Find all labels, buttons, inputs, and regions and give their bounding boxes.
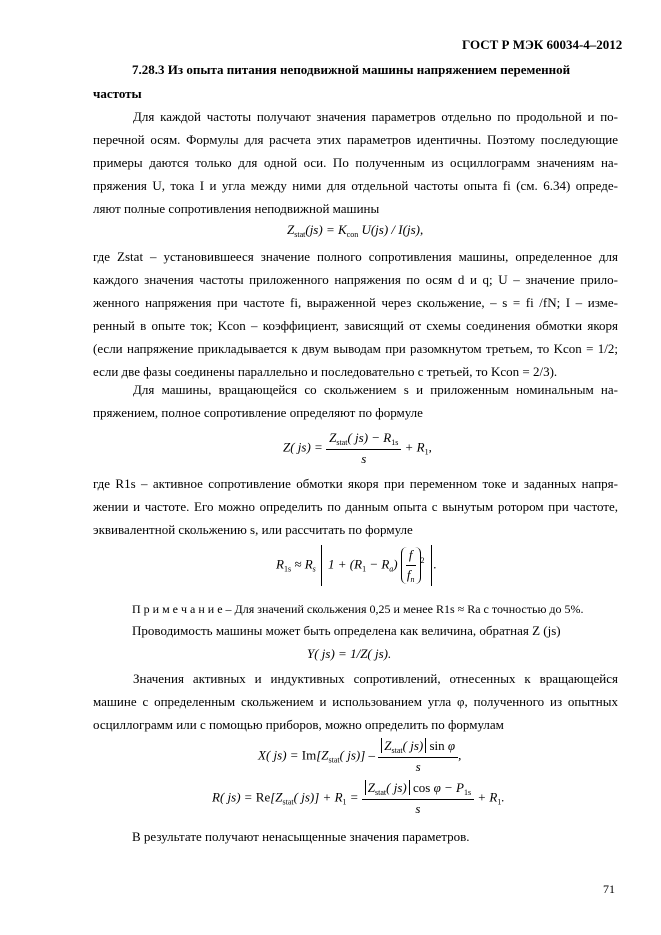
text-line: ляют полные сопротивления неподвижной машины — [93, 201, 380, 216]
paragraph-rotating — [93, 378, 618, 424]
text-line: женного напряжения при частоте fi, выраженной через скольжение, – s = fi /fN; I – изме- — [93, 295, 618, 310]
text-line: эквивалентной скольжению s, или рассчитать по формуле — [93, 522, 413, 537]
formula-r-js: R( $js) = Re[Z_{stat}$( $js)] + R_1$ = $\frac{Z_{stat}( js) \cos \varphi - P_{1s}}{s}$ + $R_1$. — [212, 780, 505, 816]
text-line: перечной осям. Формулы для расчета этих параметров идентичны. Поэтому последующие — [93, 132, 618, 147]
text-line: Для машины, вращающейся со скольжением s и приложенным номинальным на- — [133, 382, 618, 397]
note — [132, 602, 584, 617]
paragraph-result: В результате получают ненасыщенные значения параметров. — [132, 829, 470, 844]
text-line: если две фазы соединены параллельно и последовательно с третьей, то Kcon = 2/3). — [93, 364, 558, 379]
text-line: Для каждой частоты получают значения параметров отдельно по продольной и по- — [133, 109, 618, 124]
formula-z-js: Z( js) = $\frac{Z_{stat}( js) - R_{1s}}{s}$ + $R_1$, — [283, 430, 432, 466]
text-line: каждого значения частоты приложенного напряжения по осям d и q; U – значение прило- — [93, 272, 618, 287]
text-line: (если напряжение прикладывается к двум выводам при разомкнутом третьем, то Kcon = 1/2; — [93, 341, 618, 356]
paragraph-r1s — [93, 472, 618, 541]
paragraph-conductance: Проводимость машины может быть определена как величина, обратная Z (js) — [132, 623, 561, 638]
text-line: примеры даются только для одной оси. По полученным из осциллограмм значениям на- — [93, 155, 618, 170]
paragraph-definitions — [93, 245, 618, 383]
formula-zstat: $Z_{stat}(js) = K_{con}$ U(js) / I(js), — [287, 222, 424, 239]
formula-r1s: $R_{1s} \approx R_s$ $1 + (R_1 - R_a)$ $\frac{f}{f_n}$ $^2$ . — [276, 547, 437, 584]
text-line: где R1s – активное сопротивление обмотки якоря при переменном токе и заданных напря- — [93, 476, 618, 491]
formula-x-js: X( $js) = Im[Z_{stat}$( js)] – $\frac{Z_{stat}( js) \sin \varphi}{s}$ , — [258, 738, 462, 774]
section-title: 7.28.3 Из опыта питания неподвижной машины напряжением переменной — [132, 62, 571, 77]
text-line: Значения активных и индуктивных сопротивлений, отнесенных к вращающейся — [133, 671, 618, 686]
text-line: осциллограмм или с помощью приборов, можно определить по формулам — [93, 717, 504, 732]
section-title-cont: частоты — [93, 86, 142, 101]
page-number: 71 — [603, 882, 615, 896]
note-label: П р и м е ч а н и е — [132, 602, 223, 616]
paragraph-intro — [93, 105, 618, 220]
paragraph-values — [93, 667, 618, 736]
formula-y: Y( js) = 1/Z( js). — [307, 646, 392, 661]
note-text: – Для значений скольжения 0,25 и менее R1s ≈ Ra с точностью до 5%. — [222, 602, 584, 616]
text-line: ренный в опыте ток; Kcon – коэффициент, зависящий от схемы соединения обмотки якоря — [93, 318, 618, 333]
text-line: жении и частоте. Его можно определить по данным опыта с вынутым ротором при частоте, — [93, 499, 618, 514]
page-header: ГОСТ Р МЭК 60034-4–2012 — [462, 37, 623, 52]
text-line: пряжения U, тока I и угла между ними для отдельной частоты опыта fi (см. 6.34) опреде- — [93, 178, 618, 193]
text-line: где Zstat – установившееся значение полного сопротивления машины, определенное для — [93, 249, 618, 264]
text-line: машине с определенным скольжением и использованием угла φ, полученного из опытных — [93, 694, 618, 709]
text-line: пряжением, полное сопротивление определяют по формуле — [93, 405, 423, 420]
